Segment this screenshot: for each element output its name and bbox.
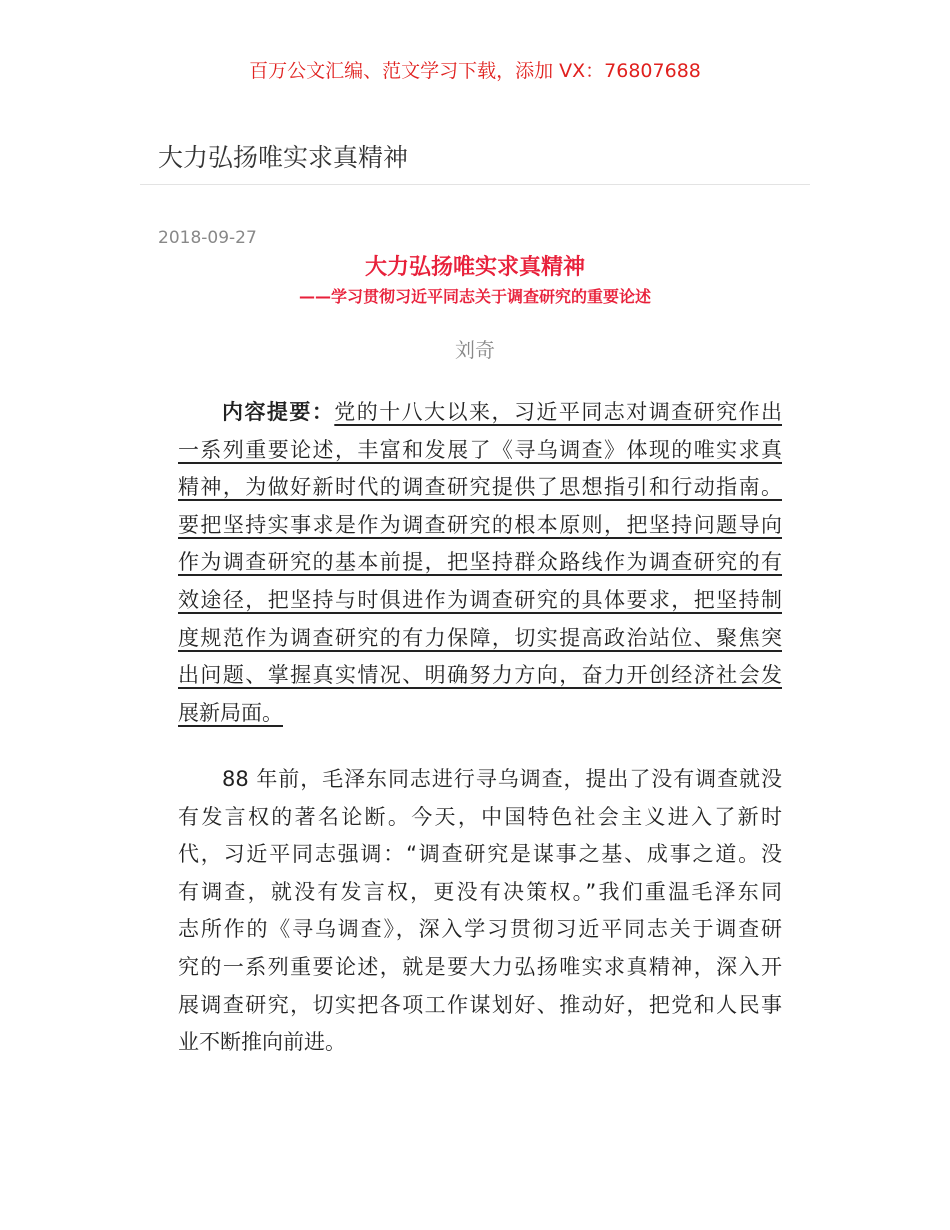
body-line: 88 年前，毛泽东同志进行寻乌调查，提出了没有调查就没 — [222, 767, 782, 791]
abstract-line: 展新局面。 — [178, 700, 283, 725]
divider — [140, 184, 810, 185]
watermark-banner: 百万公文汇编、范文学习下载，添加 VX：76807688 — [249, 60, 701, 82]
abstract-line: 出问题、掌握真实情况、明确努力方向，奋力开创经济社会发 — [178, 663, 782, 688]
body-line: 志所作的《寻乌调查》，深入学习贯彻习近平同志关于调查研 — [178, 917, 782, 942]
page-title: 大力弘扬唯实求真精神 — [158, 143, 409, 172]
abstract-line: 精神，为做好新时代的调查研究提供了思想指引和行动指南。 — [178, 475, 782, 500]
publish-date: 2018-09-27 — [158, 228, 257, 248]
abstract-label: 内容提要： — [222, 400, 335, 424]
article-author: 刘奇 — [455, 338, 495, 362]
article-subtitle: ——学习贯彻习近平同志关于调查研究的重要论述 — [298, 287, 651, 306]
abstract-line: 度规范作为调查研究的有力保障，切实提高政治站位、聚焦突 — [178, 625, 782, 650]
body-paragraph — [178, 761, 782, 1062]
article-title: 大力弘扬唯实求真精神 — [364, 255, 585, 280]
body-line: 有调查，就没有发言权，更没有决策权。”我们重温毛泽东同 — [178, 879, 782, 904]
body-line: 究的一系列重要论述，就是要大力弘扬唯实求真精神，深入开 — [178, 954, 782, 979]
abstract-line: 一系列重要论述，丰富和发展了《寻乌调查》体现的唯实求真 — [178, 437, 782, 462]
abstract-line: 要把坚持实事求是作为调查研究的根本原则，把坚持问题导向 — [178, 512, 782, 537]
body-line: 展调查研究，切实把各项工作谋划好、推动好，把党和人民事 — [178, 992, 782, 1017]
body-line: 业不断推向前进。 — [178, 1030, 346, 1055]
abstract-line: 作为调查研究的基本前提，把坚持群众路线作为调查研究的有 — [178, 550, 782, 575]
abstract-line: 内容提要：党的十八大以来，习近平同志对调查研究作出 — [222, 400, 782, 424]
body-line: 代，习近平同志强调：“调查研究是谋事之基、成事之道。没 — [178, 842, 782, 867]
abstract-paragraph — [178, 394, 782, 732]
abstract-line: 效途径，把坚持与时俱进作为调查研究的具体要求，把坚持制 — [178, 587, 782, 612]
body-line: 有发言权的著名论断。今天，中国特色社会主义进入了新时 — [178, 804, 782, 829]
